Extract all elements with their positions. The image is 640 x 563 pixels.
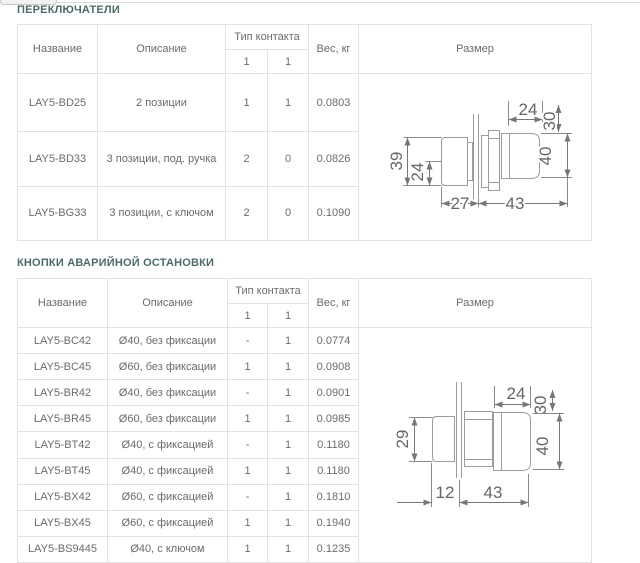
cell-name: LAY5-BS9445 xyxy=(18,536,108,562)
cell-contact-1: 1 xyxy=(228,354,268,380)
cell-description: Ø40, с ключом xyxy=(108,536,228,562)
cell-contact-1: 1 xyxy=(226,74,268,132)
col-header-weight: Вес, кг xyxy=(309,25,359,74)
dim-label-43: 43 xyxy=(505,194,525,213)
size-drawing-cell xyxy=(359,328,592,563)
col-header-size: Размер xyxy=(359,279,592,328)
cell-weight: 0.1940 xyxy=(309,510,359,536)
table-header-row xyxy=(18,279,592,304)
col-header-contact-type: Тип контакта xyxy=(228,279,309,304)
col-header-description: Описание xyxy=(98,25,226,74)
section-heading-emergency-buttons: КНОПКИ АВАРИЙНОЙ ОСТАНОВКИ xyxy=(17,257,215,269)
col-header-name: Название xyxy=(18,25,98,74)
cell-description: Ø60, с фиксацией xyxy=(108,510,228,536)
cell-contact-2: 1 xyxy=(268,328,309,354)
cell-contact-2: 1 xyxy=(268,354,309,380)
cell-name: LAY5-BR42 xyxy=(18,380,108,406)
dim-label-24-top: 24 xyxy=(518,100,538,119)
cell-description: Ø40, с фиксацией xyxy=(108,458,228,484)
section-heading-switches: ПЕРЕКЛЮЧАТЕЛИ xyxy=(17,4,120,16)
cell-description: Ø40, без фиксации xyxy=(108,380,228,406)
cell-contact-2: 1 xyxy=(268,406,309,432)
cell-name: LAY5-BX42 xyxy=(18,484,108,510)
dim-label-43: 43 xyxy=(483,483,503,502)
cell-weight: 0.0908 xyxy=(309,354,359,380)
dim-label-40: 40 xyxy=(536,146,555,166)
table-header-row xyxy=(18,25,592,50)
switch-dimension-drawing xyxy=(359,74,591,240)
col-header-description: Описание xyxy=(108,279,228,328)
cell-contact-1: - xyxy=(228,484,268,510)
cell-contact-2: 1 xyxy=(268,536,309,562)
cell-weight: 0.0826 xyxy=(309,132,359,186)
cell-name: LAY5-BT42 xyxy=(18,432,108,458)
cell-weight: 0.1090 xyxy=(309,186,359,240)
cell-description: Ø60, с фиксацией xyxy=(108,484,228,510)
cell-name: LAY5-BT45 xyxy=(18,458,108,484)
dim-label-40: 40 xyxy=(533,436,552,456)
cell-contact-2: 1 xyxy=(268,74,309,132)
contact-subcol-2: 1 xyxy=(268,50,309,74)
cell-description: Ø40, с фиксацией xyxy=(108,432,228,458)
dim-label-30: 30 xyxy=(540,111,559,131)
cell-contact-1: 1 xyxy=(228,406,268,432)
col-header-name: Название xyxy=(18,279,108,328)
cell-description: Ø60, без фиксации xyxy=(108,406,228,432)
cell-contact-1: - xyxy=(228,380,268,406)
cell-contact-2: 0 xyxy=(268,132,309,186)
cell-contact-2: 1 xyxy=(268,510,309,536)
col-header-weight: Вес, кг xyxy=(309,279,359,328)
col-header-contact-type: Тип контакта xyxy=(226,25,309,50)
dim-label-24-left: 24 xyxy=(408,162,427,182)
dim-label-29: 29 xyxy=(393,429,412,449)
cell-name: LAY5-BR45 xyxy=(18,406,108,432)
cell-name: LAY5-BD33 xyxy=(18,132,98,186)
cell-name: LAY5-BG33 xyxy=(18,186,98,240)
cell-name: LAY5-BC42 xyxy=(18,328,108,354)
cell-description: 3 позиции, под. ручка xyxy=(98,132,226,186)
cell-weight: 0.0803 xyxy=(309,74,359,132)
cell-weight: 0.1180 xyxy=(309,458,359,484)
cell-contact-1: 1 xyxy=(228,536,268,562)
switches-table xyxy=(17,24,592,241)
dim-label-12: 12 xyxy=(435,483,455,502)
cell-contact-2: 1 xyxy=(268,484,309,510)
cell-contact-2: 0 xyxy=(268,186,309,240)
col-header-size: Размер xyxy=(359,25,592,74)
cell-description: Ø60, без фиксации xyxy=(108,354,228,380)
cell-name: LAY5-BD25 xyxy=(18,74,98,132)
cell-description: Ø40, без фиксации xyxy=(108,328,228,354)
table-row xyxy=(18,328,592,354)
dim-label-39: 39 xyxy=(387,151,406,171)
top-divider-line xyxy=(0,2,640,3)
contact-subcol-2: 1 xyxy=(268,304,309,328)
cell-name: LAY5-BC45 xyxy=(18,354,108,380)
cell-contact-1: 1 xyxy=(228,458,268,484)
cell-contact-2: 1 xyxy=(268,380,309,406)
cell-weight: 0.1810 xyxy=(309,484,359,510)
cell-contact-1: 2 xyxy=(226,186,268,240)
emergency-buttons-table xyxy=(17,278,592,563)
cell-weight: 0.0901 xyxy=(309,380,359,406)
contact-subcol-1: 1 xyxy=(228,304,268,328)
cell-weight: 0.0774 xyxy=(309,328,359,354)
cell-weight: 0.0985 xyxy=(309,406,359,432)
cell-contact-2: 1 xyxy=(268,458,309,484)
cell-description: 2 позиции xyxy=(98,74,226,132)
size-drawing-cell xyxy=(359,74,592,241)
dim-label-27: 27 xyxy=(450,194,470,213)
button-dimension-drawing xyxy=(359,328,591,562)
cell-contact-1: 1 xyxy=(228,510,268,536)
cell-contact-1: - xyxy=(228,328,268,354)
dim-label-24-top: 24 xyxy=(506,384,526,403)
cell-weight: 0.1235 xyxy=(309,536,359,562)
cell-contact-2: 1 xyxy=(268,432,309,458)
contact-subcol-1: 1 xyxy=(226,50,268,74)
cell-description: 3 позиции, с ключом xyxy=(98,186,226,240)
cell-weight: 0.1180 xyxy=(309,432,359,458)
cell-name: LAY5-BX45 xyxy=(18,510,108,536)
dim-label-30: 30 xyxy=(531,395,550,415)
cell-contact-1: 2 xyxy=(226,132,268,186)
table-row xyxy=(18,74,592,132)
cell-contact-1: - xyxy=(228,432,268,458)
